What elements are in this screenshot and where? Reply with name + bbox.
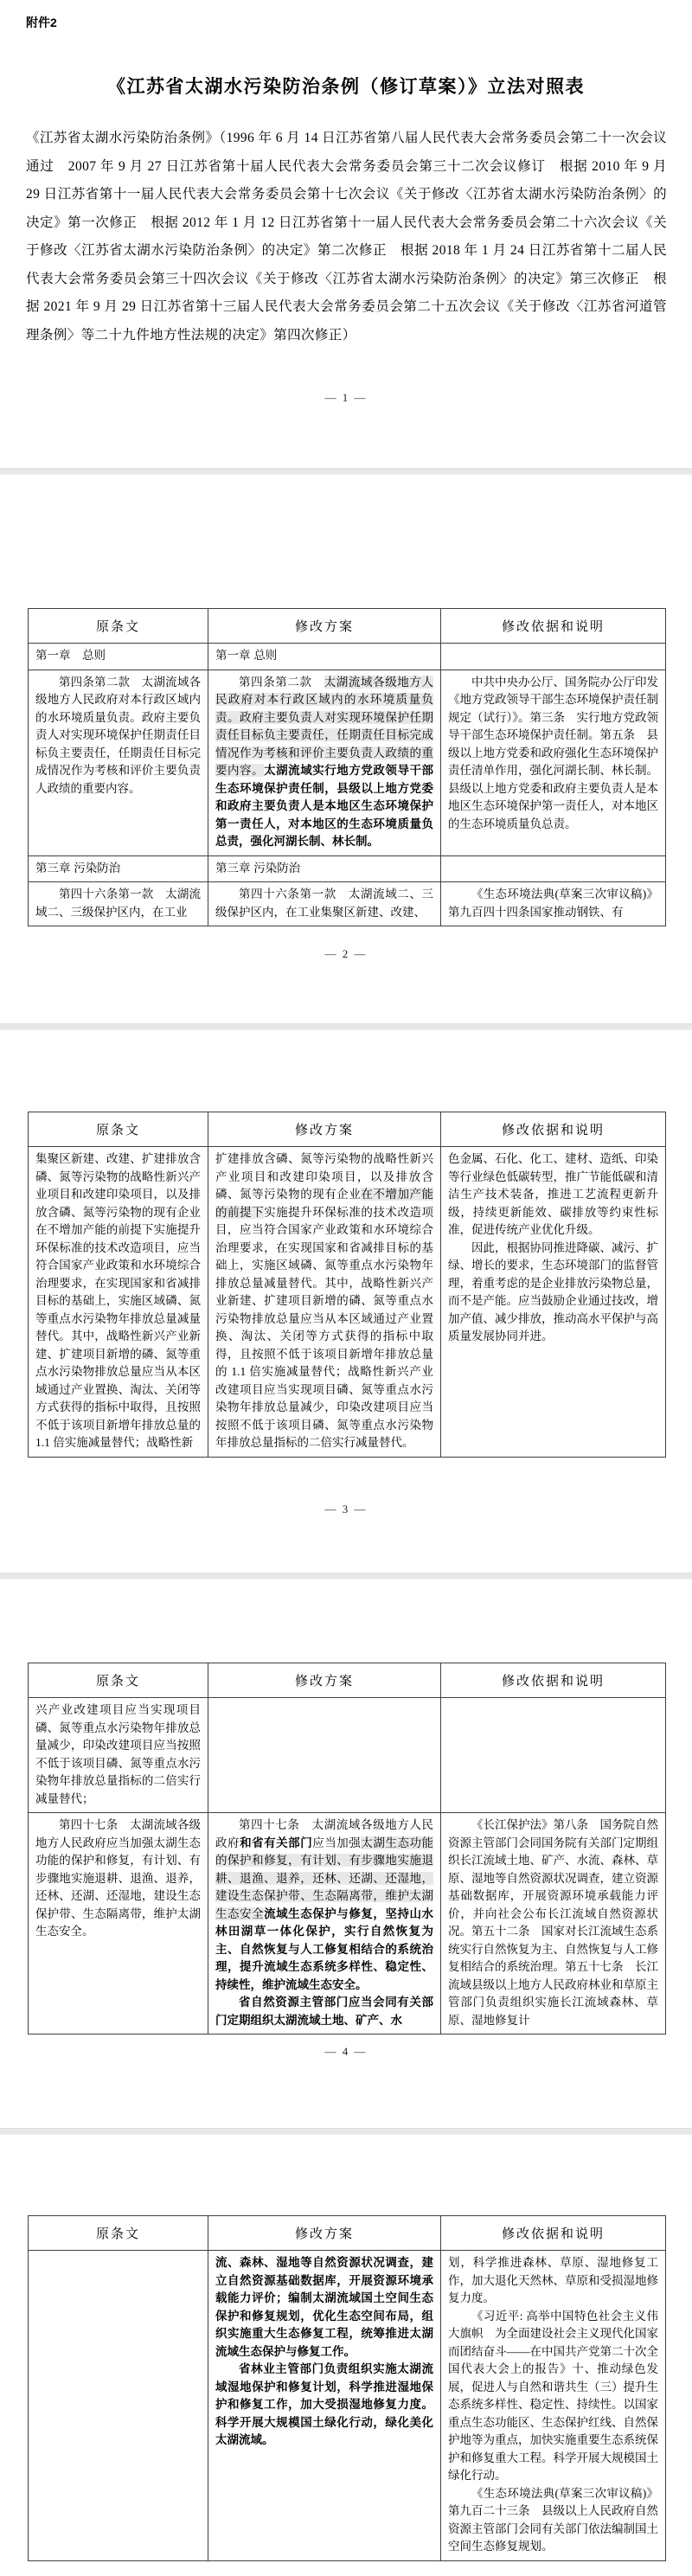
cell-paragraph <box>215 2254 433 2361</box>
table-header-row <box>29 1112 666 1147</box>
comparison-table-page5 <box>28 2215 666 2561</box>
page-separator <box>0 468 692 475</box>
text-run: 《生态环境法典(草案三次审议稿)》第九百二十三条 县级以上人民政府自然资源主管部门会同有关部门依法编制国土空间生态修复规划。 <box>448 2486 658 2553</box>
table-cell <box>441 670 666 855</box>
text-run: 中共中央办公厅、国务院办公厅印发《地方党政领导干部生态环境保护责任制规定（试行）》。第三条 实行地方党政领导干部生态环境保护责任制。第五条 县级以上地方党委和政府强化生态环境保护责任清单作用，强化河湖长制、林长制。县级以上地方党委和政府主要负责人是本地区生态环境保护第一责任人，对本地区的生态环境质量负总责。 <box>448 675 658 830</box>
text-run: 第四十六条第一款 太湖流域二、三级保护区内，在工业集聚区新建、改建、 <box>215 888 433 919</box>
text-run: 《生态环境法典(草案三次审议稿)》第九百四十四条国家推动钢铁、有 <box>448 888 658 919</box>
page-number-4: — 4 — <box>324 2045 368 2058</box>
table-row <box>29 1813 666 2035</box>
table-header-row <box>29 1663 666 1698</box>
text-run: 第四十七条 太湖流域各级地方人民政府 <box>215 1818 433 1849</box>
table-cell <box>208 855 441 882</box>
text-run: 第四十七条 太湖流域各级地方人民政府应当加强太湖生态功能的保护和修复，有计划、有步骤地实施退耕、退渔、退养，还林、还湖、还湿地，建设生态保护带、生态隔离带，维护太湖生态安全。 <box>35 1818 201 1938</box>
page-number-3: — 3 — <box>324 1503 368 1515</box>
col-header-original-text: 原条文 <box>29 1112 208 1147</box>
col-header-original-text: 原条文 <box>29 1663 208 1698</box>
cell-paragraph <box>448 886 658 921</box>
comparison-table-page4 <box>28 1663 666 2035</box>
cell-paragraph <box>448 2254 658 2308</box>
table-cell <box>29 1147 208 1458</box>
page-separator <box>0 2128 692 2135</box>
cell-paragraph <box>215 1817 433 1994</box>
col-header-revision-plan: 修改方案 <box>208 609 441 644</box>
page-4 <box>0 1580 692 2128</box>
text-run: 第三章 污染防治 <box>215 861 301 875</box>
table-cell <box>208 882 441 926</box>
cell-paragraph <box>448 1817 658 2029</box>
cell-paragraph <box>35 1817 201 1941</box>
text-run: 兴产业改建项目应当实现项目磷、氮等重点水污染物年排放总量减少，印染改建项目应当按照不低于该项目磷、氮等重点水污染物年排放总量指标的二倍实行减量替代； <box>35 1703 201 1805</box>
cell-paragraph <box>35 674 201 798</box>
table-cell <box>208 670 441 855</box>
table-row <box>29 2251 666 2561</box>
cell-paragraph <box>448 1240 658 1346</box>
page-number-1: — 1 — <box>324 391 368 404</box>
cell-paragraph <box>215 886 433 921</box>
table-cell <box>441 882 666 926</box>
attachment-label: 附件2 <box>26 16 57 29</box>
cell-paragraph <box>215 647 433 665</box>
table-cell <box>29 1813 208 2035</box>
col-header-original-text: 原条文 <box>29 609 208 644</box>
page-number-2: — 2 — <box>324 947 368 960</box>
text-run: 第四条第二款 太湖流域各级地方人民政府对本行政区域内的水环境质量负责。政府主要负责人对实现环境保护任期责任目标负主要责任，任期责任目标完成情况作为考核和评价主要负责人政绩的重要内容。 <box>35 675 201 795</box>
cell-paragraph <box>35 1701 201 1808</box>
new-text-run: 流域生态保护与修复，坚持山水林田湖草一体化保护，实行自然恢复为主、自然恢复与人工修复相结合的系统治理，提升流域生态系统多样性、稳定性、持续性，维护流域生态安全。 <box>215 1906 434 1991</box>
page-title: 《江苏省太湖水污染防治条例（修订草案）》立法对照表 <box>107 76 585 97</box>
cell-paragraph <box>215 1994 433 2029</box>
cell-paragraph <box>35 886 201 921</box>
cell-paragraph <box>448 2308 658 2485</box>
comparison-table-page2 <box>28 608 666 926</box>
text-run: 划，科学推进森林、草原、湿地修复工作，加大退化天然林、草原和受损湿地修复力度。 <box>448 2256 658 2304</box>
page-separator <box>0 1573 692 1580</box>
highlighted-text-run: 太湖流域各级地方人民政府对本行政区域内的水环境质量负责。政府主要负责人对实现环境保护任期责任目标负主要责任，任期责任目标完成情况作为考核和评价主要负责人政绩的重要内容。 <box>215 675 434 777</box>
table-cell <box>441 1813 666 2035</box>
text-run: 第三章 污染防治 <box>35 861 121 875</box>
table-cell <box>208 1698 441 1813</box>
table-cell <box>29 855 208 882</box>
table-header-row <box>29 609 666 644</box>
col-header-original-text: 原条文 <box>29 2216 208 2251</box>
table-cell <box>441 644 666 670</box>
table-row <box>29 670 666 855</box>
table-header-row <box>29 2216 666 2251</box>
col-header-basis-explanation: 修改依据和说明 <box>441 609 666 644</box>
table-cell <box>441 2251 666 2561</box>
new-text-run: 太湖流域实行地方党政领导干部生态环境保护责任制，县级以上地方党委和政府主要负责人是本地区生态环境保护第一责任人，对本地区的生态环境质量负总责，强化河湖长制、林长制。 <box>215 764 434 848</box>
table-cell <box>29 644 208 670</box>
new-text-run: 流、森林、湿地等自然资源状况调查，建立自然资源基础数据库，开展资源环境承载能力评价；编制太湖流域国土空间生态保护和修复规划，优化生态空间布局，组织实施重大生态修复工程，统筹推进太湖流域生态保护与修复工作。 <box>215 2256 433 2358</box>
text-run: 《习近平: 高举中国特色社会主义伟大旗帜 为全面建设社会主义现代化国家而团结奋斗——在中国共产党第二十次全国代表大会上的报告》十、推动绿色发展，促进人与自然和谐共生（三）提升生态系统多样性、稳定性、持续性。以国家重点生态功能区、生态保护红线、自然保护地等为重点，加快实施重要生态系统保护和修复重大工程。科学开展大规模国土绿化行动。 <box>448 2309 658 2482</box>
table-cell <box>208 1147 441 1458</box>
new-text-run: 省林业主管部门负责组织实施太湖流域湿地保护和修复计划，科学推进湿地保护和修复工作，加大受损湿地修复力度。科学开展大规模国土绿化行动，绿化美化太湖流域。 <box>215 2362 433 2446</box>
text-run: 第四条第二款 <box>239 675 324 689</box>
text-run: 第四十六条第一款 太湖流域二、三级保护区内，在工业 <box>35 888 201 919</box>
cell-paragraph <box>448 674 658 834</box>
cell-paragraph <box>448 1150 658 1240</box>
table-cell <box>29 670 208 855</box>
text-run: 应当加强 <box>312 1836 362 1849</box>
cell-paragraph <box>215 860 433 878</box>
chapter-row <box>29 855 666 882</box>
table-cell <box>441 1698 666 1813</box>
chapter-row <box>29 644 666 670</box>
text-run: 实施提升环保标准的技术改造项目，应当符合国家产业政策和水环境综合治理要求，在实现国家和省减排目标的基础上，实施区域磷、氮等重点水污染物年排放总量减量替代。其中，战略性新兴产业新建、扩建项目新增的磷、氮等重点水污染物排放总量应当从本区域通过产业置换、淘汰、关闭等方式获得的指标中取得，且按照不低于该项目新增年排放总量的 1.1 倍实施减量替代；战略性新兴产业改建项目应当实现项目磷、氮等重点水污染物年排放总量减少，印染改建项目应当按照不低于该项目磷、氮等重点水污染物年排放总量指标的二倍实行减量替代。 <box>215 1205 434 1449</box>
cell-paragraph <box>35 647 201 665</box>
highlighted-text-run: 太湖生态功能的保护和修复，有计划、有步骤地实施退耕、退渔、退养，还林、还湖、还湿地，建设生态保护带、生态隔离带，维护太湖生态安全 <box>215 1836 434 1920</box>
table-row <box>29 882 666 926</box>
text-run: 集聚区新建、改建、扩建排放含磷、氮等污染物的战略性新兴产业项目和改建印染项目，以及排放含磷、氮等污染物的现有企业在不增加产能的前提下实施提升环保标准的技术改造项目，应当符合国家产业政策和水环境综合治理要求，在实现国家和省减排目标的基础上，实施区域磷、氮等重点水污染物年排放总量减量替代。其中，战略性新兴产业新建、扩建项目新增的磷、氮等重点水污染物排放总量应当从本区域通过产业置换、淘汰、关闭等方式获得的指标中取得，且按照不低于该项目新增年排放总量的 1.1 倍实施减量替代；战略性新 <box>35 1152 201 1449</box>
text-run: 第一章 总则 <box>35 649 106 662</box>
intro-paragraph: 《江苏省太湖水污染防治条例》（1996 年 6 月 14 日江苏省第八届人民代表大会常务委员会第二十一次会议通过 2007 年 9 月 27 日江苏省第十届人民代表大会常务委员会第三十二次会议修订 根据 2010 年 9 月 29 日江苏省第十一届人民代表大会常务委员会第十七次会议《关于修改〈江苏省太湖水污染防治条例〉的决定》第一次修正 根据 2012 年 1 月 12 日江苏省第十一届人民代表大会常务委员会第二十六次会议《关于修改〈江苏省太湖水污染防治条例〉的决定》第二次修正 根据 2018 年 1 月 24 日江苏省第十二届人民代表大会常务委员会第三十四次会议《关于修改〈江苏省太湖水污染防治条例〉的决定》第三次修正 根据 2021 年 9 月 29 日江苏省第十三届人民代表大会常务委员会第二十五次会议《关于修改〈江苏省河道管理条例〉等二十九件地方性法规的决定》第四次修正） <box>26 131 667 343</box>
highlighted-text-run: 在不增加产能的前提下 <box>215 1188 434 1219</box>
page-3 <box>0 1030 692 1573</box>
table-cell <box>441 855 666 882</box>
col-header-revision-plan: 修改方案 <box>208 2216 441 2251</box>
table-cell <box>208 1813 441 2035</box>
col-header-revision-plan: 修改方案 <box>208 1112 441 1147</box>
col-header-basis-explanation: 修改依据和说明 <box>441 1112 666 1147</box>
cell-paragraph <box>448 2485 658 2556</box>
text-run: 第一章 总则 <box>215 649 278 662</box>
new-text-run: 和省有关部门 <box>240 1836 313 1849</box>
table-cell <box>208 2251 441 2561</box>
table-cell <box>441 1147 666 1458</box>
text-run: 色金属、石化、化工、建材、造纸、印染等行业绿色低碳转型，推广节能低碳和清洁生产技术装备，推进工艺流程更新升级，持续更新能效、碳排放等约束性标准，促进传统产业优化升级。 <box>448 1152 658 1236</box>
comparison-table-page3 <box>28 1112 666 1458</box>
page-5 <box>0 2135 692 2576</box>
cell-paragraph <box>35 1150 201 1452</box>
page-separator <box>0 1023 692 1030</box>
table-cell <box>208 644 441 670</box>
text-run: 《长江保护法》第八条 国务院自然资源主管部门会同国务院有关部门定期组织长江流域土地、矿产、水流、森林、草原、湿地等自然资源状况调查，建立资源基础数据库，开展资源环境承载能力评价，并向社会公布长江流域自然资源状况。第五十二条 国家对长江流域生态系统实行自然恢复为主、自然恢复与人工修复相结合的系统治理。第五十七条 长江流域县级以上地方人民政府林业和草原主管部门负责组织实施长江流域森林、草原、湿地修复计 <box>448 1818 658 2027</box>
col-header-basis-explanation: 修改依据和说明 <box>441 2216 666 2251</box>
table-cell <box>29 1698 208 1813</box>
col-header-revision-plan: 修改方案 <box>208 1663 441 1698</box>
new-text-run: 省自然资源主管部门应当会同有关部门定期组织太湖流域土地、矿产、水 <box>215 1996 433 2027</box>
page-2 <box>0 475 692 1023</box>
table-cell <box>29 2251 208 2561</box>
table-row <box>29 1698 666 1813</box>
col-header-basis-explanation: 修改依据和说明 <box>441 1663 666 1698</box>
page-1 <box>0 0 692 468</box>
cell-paragraph <box>215 1150 433 1452</box>
cell-paragraph <box>215 2361 433 2450</box>
table-cell <box>29 882 208 926</box>
cell-paragraph <box>215 674 433 851</box>
cell-paragraph <box>35 860 201 878</box>
text-run: 因此，根据协同推进降碳、减污、扩绿、增长的要求，生态环境部门的监督管理，着重考虑的是企业排放污染物总量，而不是产能。应当鼓励企业通过技改，增加产值、减少排放，推动高水平保护与高质量发展协同并进。 <box>448 1240 658 1342</box>
text-run: 扩建排放含磷、氮等污染物的战略性新兴产业项目和改建印染项目，以及排放含磷、氮等污染物的现有企业 <box>215 1152 433 1201</box>
table-row <box>29 1147 666 1458</box>
